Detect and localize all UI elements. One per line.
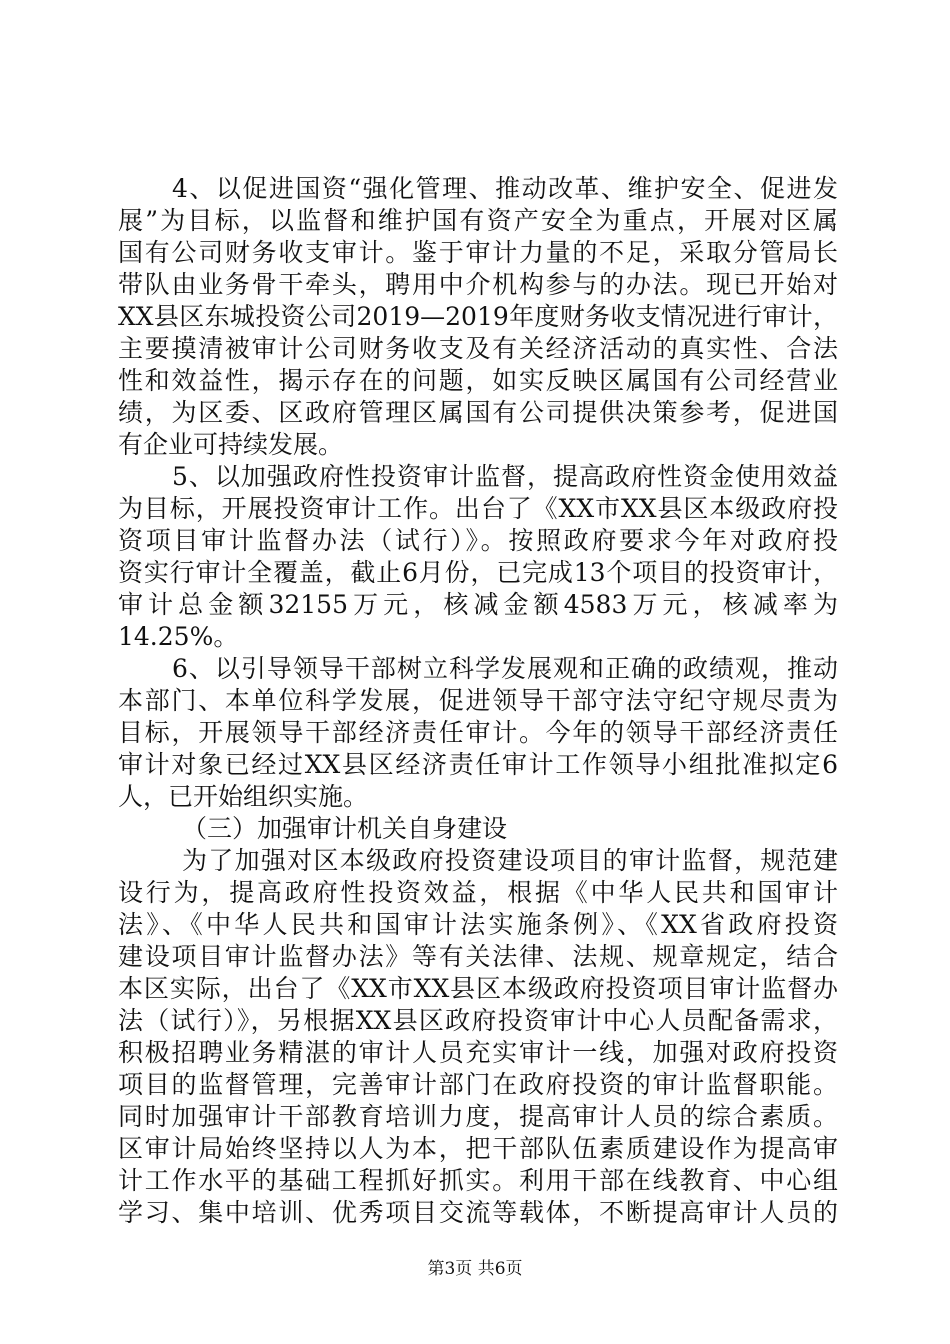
text-line: 同时加强审计干部教育培训力度，提高审计人员的综合素质。 [118, 1102, 838, 1131]
text-line: 资项目审计监督办法（试行）》。按照政府要求今年对政府投 [118, 526, 838, 555]
text-line: 本区实际，出台了《XX市XX县区本级政府投资项目审计监督办 [118, 974, 838, 1003]
text-line: 本部门、本单位科学发展，促进领导干部守法守纪守规尽责为 [118, 686, 838, 715]
text-line: 区审计局始终坚持以人为本，把干部队伍素质建设作为提高审 [118, 1134, 838, 1163]
text-line: XX县区东城投资公司2019—2019年度财务收支情况进行审计， [118, 302, 838, 331]
text-line: 资实行审计全覆盖，截止6月份，已完成13个项目的投资审计， [118, 558, 838, 587]
text-line: 带队由业务骨干牵头，聘用中介机构参与的办法。现已开始对 [118, 270, 838, 299]
text-line: 4、以促进国资“强化管理、推动改革、维护安全、促进发 [172, 174, 838, 203]
text-line: 设行为，提高政府性投资效益，根据《中华人民共和国审计 [118, 878, 838, 907]
text-line: 绩，为区委、区政府管理区属国有公司提供决策参考，促进国 [118, 398, 838, 427]
text-line: 国有公司财务收支审计。鉴于审计力量的不足，采取分管局长 [118, 238, 838, 267]
text-line: 项目的监督管理，完善审计部门在政府投资的审计监督职能。 [118, 1070, 838, 1099]
text-line: 性和效益性，揭示存在的问题，如实反映区属国有公司经营业 [118, 366, 838, 395]
text-line: 法》、《中华人民共和国审计法实施条例》、《XX省政府投资 [118, 910, 838, 939]
page-number-footer: 第3页 共6页 [427, 1259, 523, 1279]
text-line: 为了加强对区本级政府投资建设项目的审计监督，规范建 [182, 846, 838, 875]
text-line: 积极招聘业务精湛的审计人员充实审计一线，加强对政府投资 [118, 1038, 838, 1067]
section-heading: （三）加强审计机关自身建设 [182, 814, 508, 843]
text-line: 审计总金额32155万元，核减金额4583万元，核减率为 [118, 590, 838, 619]
text-line: 主要摸清被审计公司财务收支及有关经济活动的真实性、合法 [118, 334, 838, 363]
text-line: 有企业可持续发展。 [118, 430, 344, 459]
text-line: 展”为目标，以监督和维护国有资产安全为重点，开展对区属 [118, 206, 838, 235]
text-line: 建设项目审计监督办法》等有关法律、法规、规章规定，结合 [118, 942, 838, 971]
text-line: 6、以引导领导干部树立科学发展观和正确的政绩观，推动 [172, 654, 838, 683]
text-line: 5、以加强政府性投资审计监督，提高政府性资金使用效益 [172, 462, 838, 491]
text-line: 目标，开展领导干部经济责任审计。今年的领导干部经济责任 [118, 718, 838, 747]
text-line: 学习、集中培训、优秀项目交流等载体，不断提高审计人员的 [118, 1198, 838, 1227]
text-line: 人，已开始组织实施。 [118, 782, 369, 811]
text-line: 计工作水平的基础工程抓好抓实。利用干部在线教育、中心组 [118, 1166, 838, 1195]
text-line: 为目标，开展投资审计工作。出台了《XX市XX县区本级政府投 [118, 494, 838, 523]
text-line: 法（试行）》，另根据XX县区政府投资审计中心人员配备需求， [118, 1006, 838, 1035]
document-body [118, 173, 838, 1229]
text-line: 审计对象已经过XX县区经济责任审计工作领导小组批准拟定6 [118, 750, 838, 779]
text-line: 14.25%。 [118, 622, 239, 651]
